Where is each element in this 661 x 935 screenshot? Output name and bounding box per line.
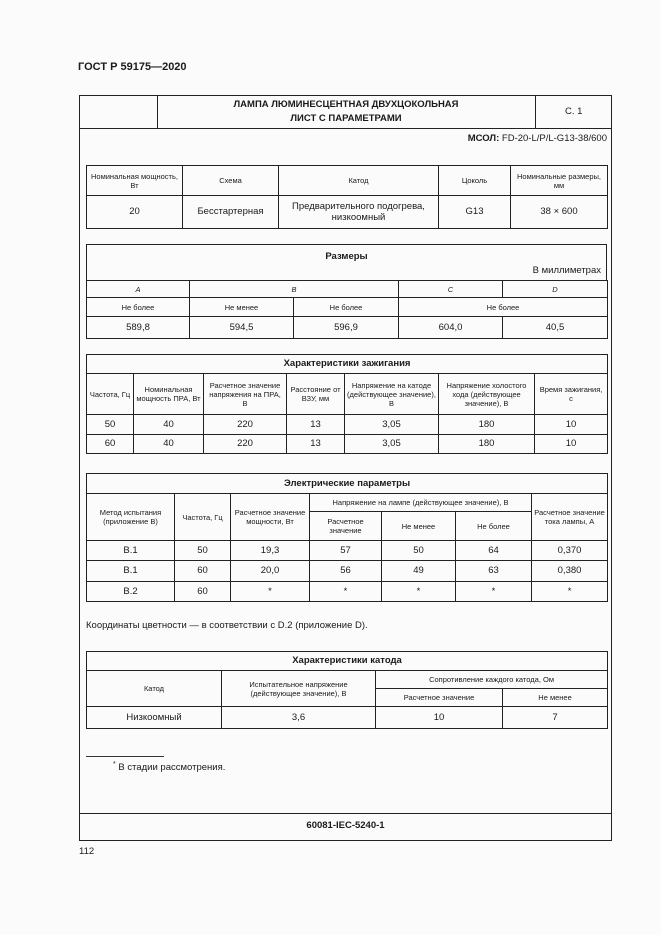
el-h-v-min: Не менее [382,512,456,541]
header-scheme: Схема [183,166,279,196]
cell: * [456,581,532,601]
ignition-title: Характеристики зажигания [87,355,608,374]
sheet-page-label: С. 1 [535,95,612,129]
footnote-text: В стадии рассмотрения. [118,762,226,774]
table-row [87,541,608,561]
limit-cd: Не более [399,298,608,317]
cell: 13 [287,434,345,454]
cell: 10 [535,415,608,435]
cell: 64 [456,541,532,561]
cell: 57 [310,541,382,561]
cat-h-resistance: Сопротивление каждого катода, Ом [376,671,608,689]
cell: * [532,581,608,601]
cell: 0,380 [532,561,608,581]
dimensions-table [86,280,608,339]
cell: 220 [204,434,287,454]
letter-a: A [87,281,190,298]
ign-h-distance: Расстояние от ВЗУ, мм [287,374,345,415]
el-h-power: Расчетное значение мощности, Вт [231,494,310,541]
cell: 40 [134,415,204,435]
cell: 10 [376,707,503,729]
document-code: ГОСТ Р 59175—2020 [78,61,187,73]
cell: 10 [535,434,608,454]
cell: 180 [439,415,535,435]
cell: 50 [382,541,456,561]
electrical-title: Электрические параметры [87,474,608,494]
dimensions-unit: В миллиметрах [532,265,601,276]
cell: 40 [134,434,204,454]
table-row [87,434,608,454]
limit-b-min: Не менее [190,298,294,317]
header-power: Номинальная мощность, Вт [87,166,183,196]
table-row [87,415,608,435]
table-row [87,561,608,581]
dimensions-title-box [86,244,607,280]
color-coordinates-note: Координаты цветности — в соответствии с D.2 (приложение D). [86,620,368,631]
cell-base: G13 [439,196,511,229]
letter-c: C [399,281,503,298]
el-h-v-max: Не более [456,512,532,541]
footnote [113,761,225,773]
title-block [79,95,612,129]
cell: 60 [175,561,231,581]
value-d: 40,5 [503,317,608,339]
cell: 13 [287,415,345,435]
cell: 56 [310,561,382,581]
cat-h-r-min: Не менее [503,689,608,707]
cell: В.1 [87,541,175,561]
cell: 49 [382,561,456,581]
cell: 50 [175,541,231,561]
cell: * [310,581,382,601]
el-h-method: Метод испытания (приложение В) [87,494,175,541]
limit-b-max: Не более [294,298,399,317]
cell: 180 [439,434,535,454]
dimensions-title: Размеры [325,251,368,262]
cell-scheme: Бесстартерная [183,196,279,229]
footer-code: 60081-IEC-5240-1 [306,820,385,831]
ignition-table [86,354,608,454]
cell: 3,6 [222,707,376,729]
ign-h-open-voltage: Напряжение холостого хода (действующее значение), В [439,374,535,415]
mcol-line [468,133,607,144]
cell: 19,3 [231,541,310,561]
cell: 220 [204,415,287,435]
cell: 60 [87,434,134,454]
cell: 3,05 [345,434,439,454]
ign-h-ballast-power: Номинальная мощность ПРА, Вт [134,374,204,415]
mcol-label: МСОЛ: [467,133,500,144]
electrical-table [86,473,608,602]
value-b-min: 594,5 [190,317,294,339]
footer-divider [79,813,612,814]
footnote-mark: * [113,761,116,768]
cat-h-cathode: Катод [87,671,222,707]
cell: В.1 [87,561,175,581]
cat-h-r-calc: Расчетное значение [376,689,503,707]
cat-h-test-voltage: Испытательное напряжение (действующее значение), В [222,671,376,707]
cell-dimensions: 38 × 600 [511,196,608,229]
cell: 7 [503,707,608,729]
ign-h-ballast-voltage: Расчетное значение напряжения на ПРА, В [204,374,287,415]
value-b-max: 596,9 [294,317,399,339]
cathode-table [86,651,608,729]
ign-h-cathode-voltage: Напряжение на катоде (действующее значение), В [345,374,439,415]
header-dimensions: Номинальные размеры, мм [511,166,608,196]
cell: 0,370 [532,541,608,561]
page-number: 112 [79,846,95,857]
cell: 60 [175,581,231,601]
cell: 20,0 [231,561,310,581]
cell: 63 [456,561,532,581]
cell-cathode: Предварительного подогрева, низкоомный [279,196,439,229]
cell: * [231,581,310,601]
header-base: Цоколь [439,166,511,196]
table-row [87,581,608,601]
cell: В.2 [87,581,175,601]
cell: 3,05 [345,415,439,435]
cell: 50 [87,415,134,435]
letter-b: B [190,281,399,298]
main-params-table [86,165,608,229]
el-h-v-calc: Расчетное значение [310,512,382,541]
cell: Низкоомный [87,707,222,729]
footnote-rule [86,756,164,757]
cathode-title: Характеристики катода [87,652,608,671]
value-c: 604,0 [399,317,503,339]
letter-d: D [503,281,608,298]
cell: * [382,581,456,601]
sheet-title: ЛАМПА ЛЮМИНЕСЦЕНТНАЯ ДВУХЦОКОЛЬНАЯ ЛИСТ С ПАРАМЕТРАМИ [157,95,535,129]
header-cathode: Катод [279,166,439,196]
table-row [87,707,608,729]
el-h-voltage-group: Напряжение на лампе (действующее значение), В [310,494,532,512]
mcol-value: FD-20-L/P/L-G13-38/600 [501,133,607,144]
cell-power: 20 [87,196,183,229]
ign-h-freq: Частота, Гц [87,374,134,415]
ign-h-time: Время зажигания, с [535,374,608,415]
el-h-current: Расчетное значение тока лампы, А [532,494,608,541]
el-h-freq: Частота, Гц [175,494,231,541]
limit-a: Не более [87,298,190,317]
value-a: 589,8 [87,317,190,339]
